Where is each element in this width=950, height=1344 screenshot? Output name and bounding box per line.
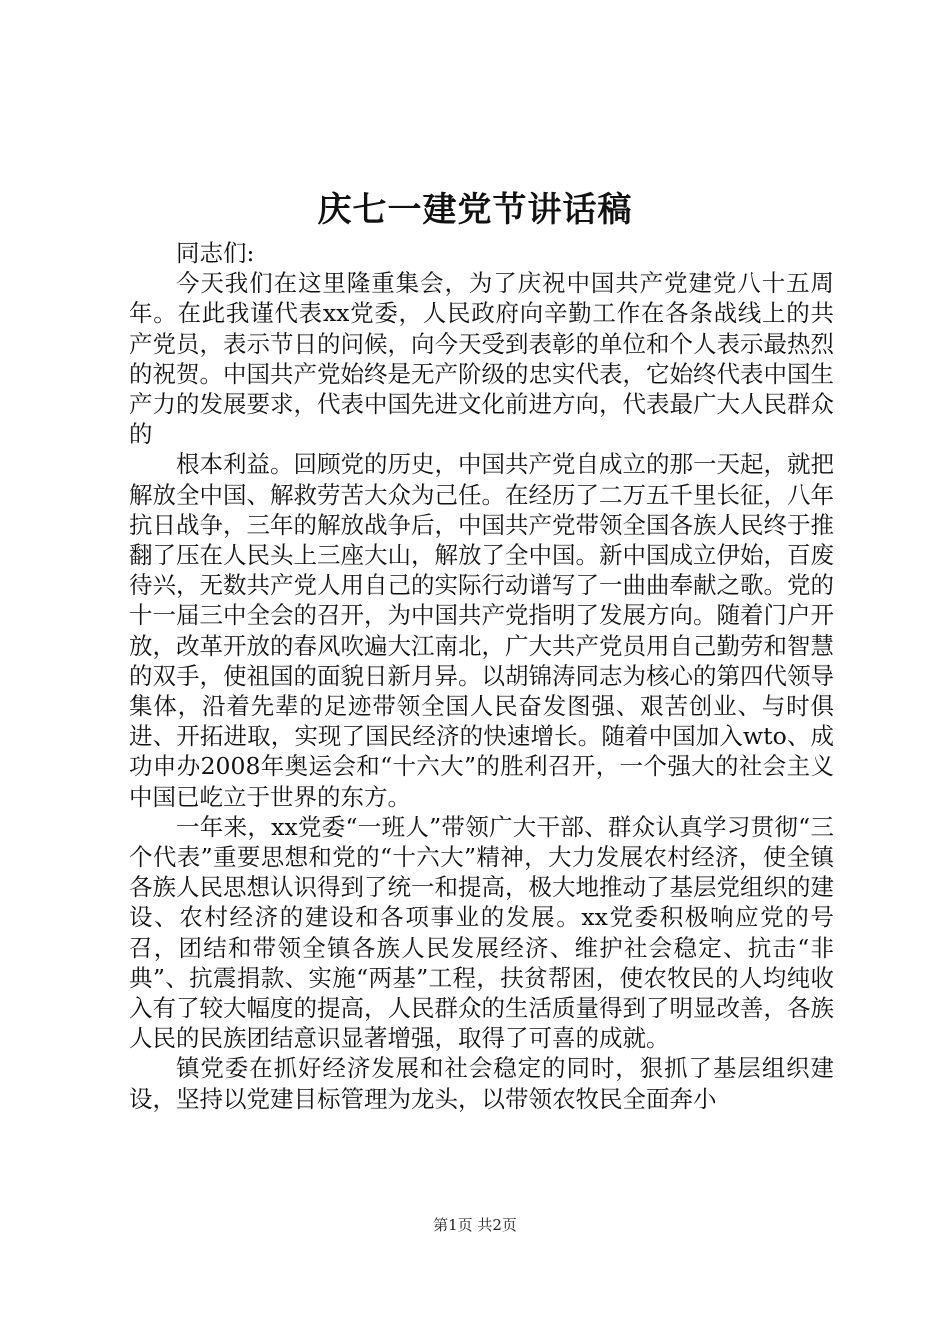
page-number-footer: 第1页 共2页 [433, 1216, 517, 1234]
document-title: 庆七一建党节讲话稿 [317, 190, 633, 230]
body-paragraph-2: 根本利益。回顾党的历史，中国共产党自成立的那一天起，就把解放全中国、解救劳苦大众为己任。在经历了二万五千里长征，八年抗日战争，三年的解放战争后，中国共产党带领全国各族人民终于推翻了压在人民头上三座大山，解放了全中国。新中国成立伊始，百废待兴，无数共产党人用自己的实际行动谱写了一曲曲奉献之歌。党的十一届三中全会的召开，为中国共产党指明了发展方向。随着门户开放，改革开放的春风吹遍大江南北，广大共产党员用自己勤劳和智慧的双手，使祖国的面貌日新月异。以胡锦涛同志为核心的第四代领导集体，沿着先辈的足迹带领全国人民奋发图强、艰苦创业、与时俱进、开拓进取，实现了国民经济的快速增长。随着中国加入wto、成功申办2008年奥运会和“十六大”的胜利召开，一个强大的社会主义中国已屹立于世界的东方。 [129, 450, 834, 811]
document-body [129, 238, 834, 1114]
body-paragraph-4: 镇党委在抓好经济发展和社会稳定的同时，狠抓了基层组织建设，坚持以党建目标管理为龙头，以带领农牧民全面奔小 [129, 1054, 834, 1113]
body-paragraph-3: 一年来，xx党委“一班人”带领广大干部、群众认真学习贯彻“三个代表”重要思想和党的“十六大”精神，大力发展农村经济，使全镇各族人民思想认识得到了统一和提高，极大地推动了基层党组织的建设、农村经济的建设和各项事业的发展。xx党委积极响应党的号召，团结和带领全镇各族人民发展经济、维护社会稳定、抗击“非典”、抗震捐款、实施“两基”工程，扶贫帮困，使农牧民的人均纯收入有了较大幅度的提高，人民群众的生活质量得到了明显改善，各族人民的民族团结意识显著增强，取得了可喜的成就。 [129, 812, 834, 1053]
salutation-paragraph: 同志们: [176, 239, 255, 267]
body-paragraph-1: 今天我们在这里隆重集会，为了庆祝中国共产党建党八十五周年。在此我谨代表xx党委，人民政府向辛勤工作在各条战线上的共产党员，表示节日的问候，向今天受到表彰的单位和个人表示最热烈的祝贺。中国共产党始终是无产阶级的忠实代表，它始终代表中国生产力的发展要求，代表中国先进文化前进方向，代表最广大人民群众的 [129, 269, 834, 449]
